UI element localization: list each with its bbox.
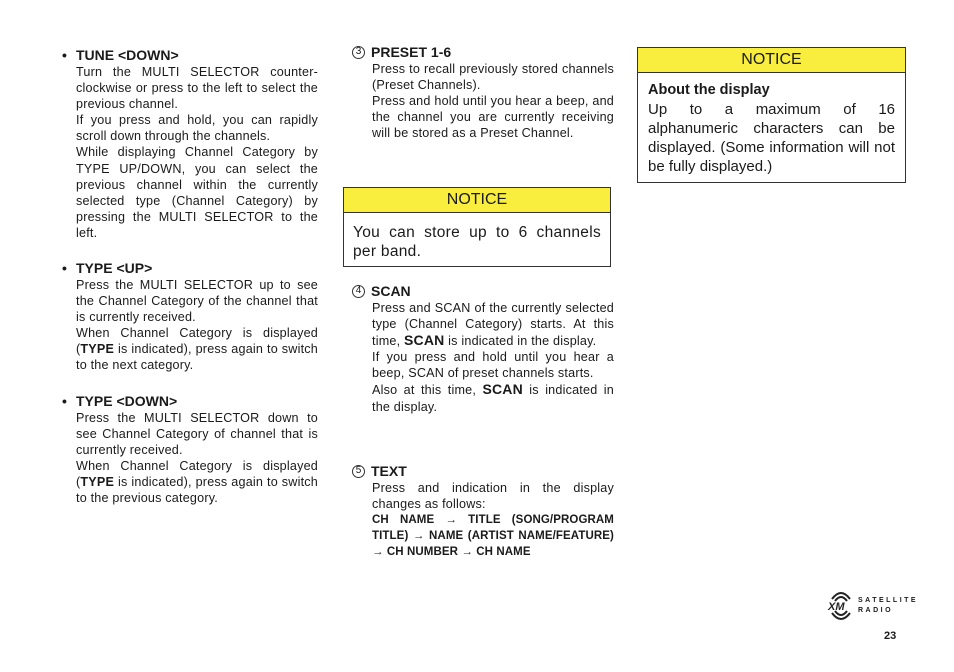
- paragraph: While displaying Channel Category by TYPE UP/DOWN, you can select the previous channel within the currently selected type (Channel Category) by pressing the MULTI SELECTOR to the left.: [76, 145, 318, 240]
- notice-text: Up to a maximum of 16 alphanumeric characters can be displayed. (Some information will not be fully displayed.): [648, 101, 895, 175]
- paragraph: [372, 381, 614, 414]
- paragraph: If you press and hold, you can rapidly scroll down through the channels.: [76, 113, 318, 144]
- text-run: is indicated in the display.: [372, 383, 614, 414]
- scan-indicator: SCAN: [482, 381, 523, 398]
- notice-heading: About the display: [648, 82, 770, 98]
- paragraph: If you press and hold until you hear a beep, SCAN of preset channels starts.: [372, 350, 614, 381]
- section-scan: [352, 282, 614, 415]
- bullet-icon: •: [62, 260, 67, 276]
- section-type-up: [62, 259, 318, 374]
- section-preset: [352, 43, 614, 141]
- section-title: PRESET 1-6: [371, 44, 452, 60]
- paragraph: Press and hold until you hear a beep, and the channel you are currently receiving will be stored as a Preset Channel.: [372, 94, 614, 141]
- notice-box: [343, 187, 611, 267]
- section-tune-down: [62, 46, 318, 241]
- paragraph: Turn the MULTI SELECTOR counter-clockwise or press to the left to select the previous channel.: [76, 65, 318, 112]
- section-title: SCAN: [371, 283, 411, 299]
- text-run: When Channel Category is displayed (: [76, 459, 318, 490]
- notice-box: [637, 47, 906, 183]
- number-3-icon: 3: [352, 46, 365, 59]
- section-title: TYPE <UP>: [76, 260, 153, 276]
- notice-text: You can store up to 6 channels per band.: [353, 224, 601, 260]
- type-indicator: TYPE: [80, 342, 115, 357]
- paragraph: [372, 300, 614, 349]
- display-sequence: CH NAME → TITLE (SONG/PROGRAM TITLE) → NAME (ARTIST NAME/FEATURE) → CH NUMBER → CH NAME: [372, 514, 614, 559]
- paragraph: Press and indication in the display changes as follows:: [372, 481, 614, 512]
- bullet-icon: •: [62, 393, 67, 409]
- logo-text: [858, 596, 918, 616]
- paragraph: Press the MULTI SELECTOR up to see the Channel Category of the channel that is currently received.: [76, 278, 318, 325]
- paragraph: [76, 325, 318, 373]
- notice-title: NOTICE: [638, 48, 905, 73]
- logo-line: RADIO: [858, 607, 894, 614]
- notice-title: NOTICE: [344, 188, 610, 213]
- logo-line: SATELLITE: [858, 597, 919, 604]
- text-run: Press and SCAN of the currently selected type (Channel Category) starts. At this time,: [372, 301, 614, 349]
- text-run: When Channel Category is displayed (: [76, 326, 318, 357]
- section-text: [352, 462, 614, 560]
- type-indicator: TYPE: [80, 475, 115, 490]
- paragraph: [76, 458, 318, 506]
- paragraph: Press the MULTI SELECTOR down to see Channel Category of channel that is currently received.: [76, 411, 318, 458]
- section-type-down: [62, 392, 318, 507]
- section-title: TEXT: [371, 463, 407, 479]
- text-run: is indicated in the display.: [444, 334, 597, 349]
- text-run: is indicated), press again to switch to the previous category.: [76, 475, 318, 506]
- scan-indicator: SCAN: [404, 332, 445, 349]
- svg-text:XM: XM: [828, 601, 845, 613]
- section-title: TYPE <DOWN>: [76, 393, 178, 409]
- text-run: Also at this time,: [372, 383, 483, 398]
- section-title: TUNE <DOWN>: [76, 47, 179, 63]
- paragraph: Press to recall previously stored channels (Preset Channels).: [372, 62, 614, 93]
- bullet-icon: •: [62, 47, 67, 63]
- text-run: is indicated), press again to switch to the next category.: [76, 342, 318, 373]
- number-4-icon: 4: [352, 285, 365, 298]
- number-5-icon: 5: [352, 465, 365, 478]
- page-number: 23: [884, 630, 897, 642]
